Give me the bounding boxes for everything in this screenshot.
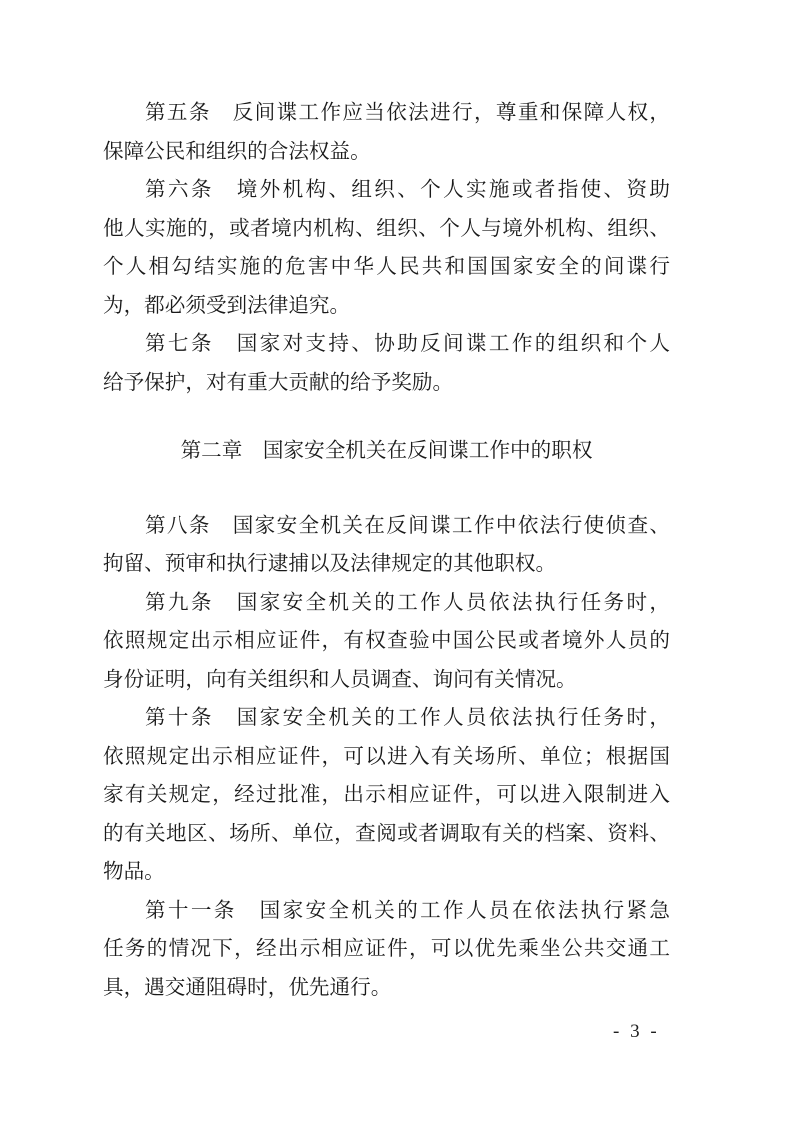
text-line: 物品。 [103,861,165,883]
text-line: 第十条 国家安全机关的工作人员依法执行任务时， [145,707,670,729]
text-line: 家有关规定，经过批准，出示相应证件，可以进入限制进入 [103,784,670,806]
text-line: 第九条 国家安全机关的工作人员依法执行任务时， [145,591,670,614]
text-line: 第六条 境外机构、组织、个人实施或者指使、资助 [145,179,670,201]
text-line: 身份证明，向有关组织和人员调查、询问有关情况。 [103,668,577,691]
chapter-heading: 第二章 国家安全机关在反间谍工作中的职权 [180,440,593,462]
document-body [103,94,670,1007]
text-line: 他人实施的，或者境内机构、组织、个人与境外机构、组织、 [103,217,670,240]
text-line: 第十一条 国家安全机关的工作人员在依法执行紧急 [145,899,670,922]
text-line: 依照规定出示相应证件，可以进入有关场所、单位；根据国 [103,745,670,768]
text-line: 第五条 反间谍工作应当依法进行，尊重和保障人权， [145,102,670,124]
text-line: 给予保护，对有重大贡献的给予奖励。 [103,371,454,394]
page-number: - 3 - [613,1021,660,1042]
text-line: 个人相勾结实施的危害中华人民共和国国家安全的间谍行 [103,256,670,278]
text-line: 具，遇交通阻碍时，优先通行。 [103,976,392,999]
text-line: 保障公民和组织的合法权益。 [103,140,371,163]
text-line: 的有关地区、场所、单位，查阅或者调取有关的档案、资料、 [103,822,670,845]
text-line: 依照规定出示相应证件，有权查验中国公民或者境外人员的 [103,630,670,652]
text-line: 第七条 国家对支持、协助反间谍工作的组织和个人 [145,333,670,355]
text-line: 拘留、预审和执行逮捕以及法律规定的其他职权。 [103,553,557,575]
text-line: 第八条 国家安全机关在反间谍工作中依法行使侦查、 [145,514,670,537]
text-line: 任务的情况下，经出示相应证件，可以优先乘坐公共交通工 [103,938,670,960]
text-line: 为，都必须受到法律追究。 [103,294,351,317]
